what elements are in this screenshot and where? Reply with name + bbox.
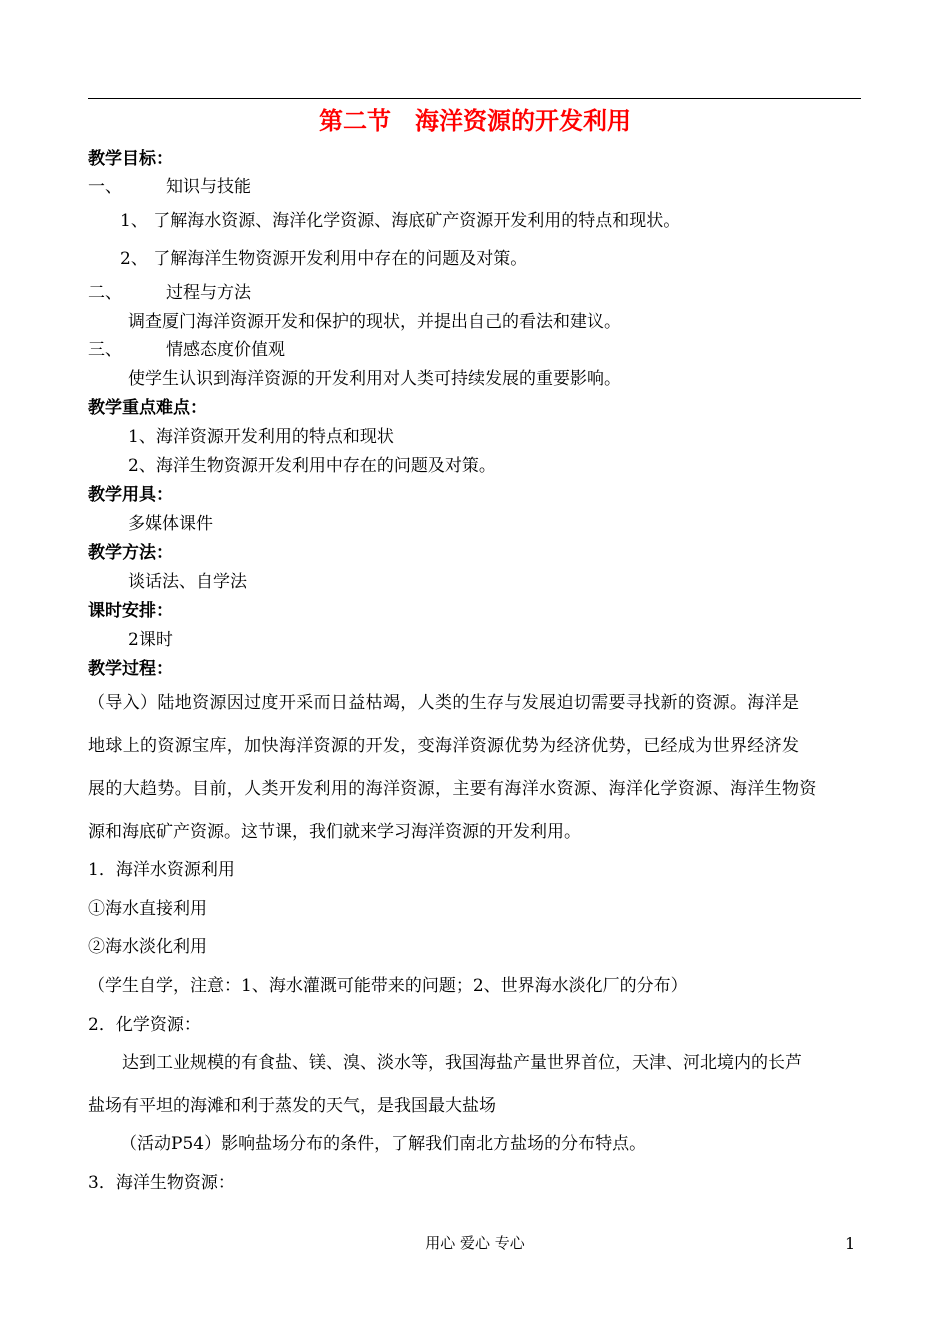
water-item-1: ①海水直接利用: [88, 899, 207, 919]
section-label: 过程与方法: [166, 283, 251, 303]
key-point-2: 2、海洋生物资源开发利用中存在的问题及对策。: [128, 456, 496, 476]
footer-motto: 用心 爱心 专心: [425, 1234, 525, 1252]
intro-line-4: 源和海底矿产资源。这节课，我们就来学习海洋资源的开发利用。: [88, 822, 581, 842]
chem-line-1: 达到工业规模的有食盐、镁、溴、淡水等，我国海盐产量世界首位，天津、河北境内的长芦: [122, 1053, 802, 1073]
section-label: 情感态度价值观: [166, 340, 285, 360]
chem-line-2: 盐场有平坦的海滩和利于蒸发的天气，是我国最大盐场: [88, 1096, 496, 1116]
objective-item-1: 1、 了解海水资源、海洋化学资源、海底矿产资源开发利用的特点和现状。: [120, 211, 681, 231]
intro-line-1: （导入）陆地资源因过度开采而日益枯竭，人类的生存与发展迫切需要寻找新的资源。海洋是: [88, 693, 800, 713]
tools-heading: 教学用具：: [88, 485, 173, 505]
schedule-heading: 课时安排：: [88, 601, 173, 621]
intro-line-2: 地球上的资源宝库，加快海洋资源的开发，变海洋资源优势为经济优势，已经成为世界经济发: [88, 736, 800, 756]
key-point-1: 1、海洋资源开发利用的特点和现状: [128, 427, 394, 447]
section-number: 三、: [88, 340, 122, 360]
chem-activity: （活动P54）影响盐场分布的条件，了解我们南北方盐场的分布特点。: [120, 1134, 647, 1154]
intro-line-3: 展的大趋势。目前，人类开发利用的海洋资源，主要有海洋水资源、海洋化学资源、海洋生物资: [88, 779, 817, 799]
objective-section-2: [88, 281, 861, 305]
key-points-heading: 教学重点难点：: [88, 398, 207, 418]
page-title: 第二节 海洋资源的开发利用: [319, 106, 631, 135]
section-label: 知识与技能: [166, 177, 251, 197]
objective-item-2: 2、 了解海洋生物资源开发利用中存在的问题及对策。: [120, 249, 528, 269]
water-item-2: ②海水淡化利用: [88, 937, 207, 957]
tools-text: 多媒体课件: [128, 514, 213, 534]
objectives-heading: 教学目标：: [88, 149, 173, 169]
header-rule: [88, 98, 861, 99]
objective-section-3: [88, 338, 861, 362]
page-number: 1: [845, 1234, 856, 1253]
methods-text: 谈话法、自学法: [128, 572, 247, 592]
water-note: （学生自学，注意：1、海水灌溉可能带来的问题；2、世界海水淡化厂的分布）: [88, 976, 688, 996]
water-heading: 1．海洋水资源利用: [88, 860, 235, 880]
objective-text-2: 调查厦门海洋资源开发和保护的现状，并提出自己的看法和建议。: [128, 312, 621, 332]
section-number: 二、: [88, 283, 122, 303]
objective-text-3: 使学生认识到海洋资源的开发利用对人类可持续发展的重要影响。: [128, 369, 621, 389]
schedule-text: 2课时: [128, 630, 173, 650]
methods-heading: 教学方法：: [88, 543, 173, 563]
section-number: 一、: [88, 177, 122, 197]
objective-section-1: [88, 175, 861, 199]
chem-heading: 2．化学资源：: [88, 1015, 201, 1035]
process-heading: 教学过程：: [88, 659, 173, 679]
bio-heading: 3．海洋生物资源：: [88, 1173, 235, 1193]
